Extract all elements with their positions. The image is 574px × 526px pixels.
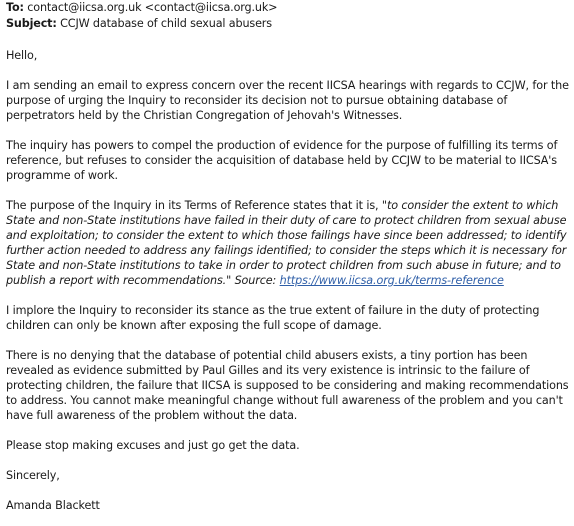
email-body (6, 48, 570, 513)
signature: Amanda Blackett (6, 499, 100, 512)
subject-row (6, 16, 570, 32)
terms-reference-link[interactable]: https://www.iicsa.org.uk/terms-reference (279, 274, 504, 287)
paragraph-4: I implore the Inquiry to reconsider its stance as the true extent of failure in the duty of protecting children can only be known after exposing the full scope of damage. (6, 304, 540, 332)
paragraph-2: The inquiry has powers to compel the production of evidence for the purpose of fulfilling its terms of reference, but refuses to consider the acquisition of database held by CCJW to be material to IICSA's programme of work. (6, 139, 558, 182)
subject-label: Subject: (6, 17, 57, 30)
paragraph-3 (6, 198, 570, 288)
paragraph-1: I am sending an email to express concern over the recent IICSA hearings with regards to CCJW, for the purpose of urging the Inquiry to reconsider its decision not to pursue obtaining database of perpetrators held by the Christian Congregation of Jehovah's Witnesses. (6, 79, 569, 122)
to-row (6, 0, 570, 16)
subject-text: CCJW database of child sexual abusers (60, 17, 272, 30)
to-label: To: (6, 1, 24, 14)
greeting: Hello, (6, 49, 38, 62)
email-message (6, 0, 570, 513)
paragraph-3-intro: The purpose of the Inquiry in its Terms of Reference states that it is, (6, 199, 382, 212)
closing: Sincerely, (6, 469, 60, 482)
paragraph-6: Please stop making excuses and just go get the data. (6, 439, 300, 452)
paragraph-5: There is no denying that the database of potential child abusers exists, a tiny portion has been revealed as evidence submitted by Paul Gilles and its very existence is intrinsic to the failure of protecting children, the failure that IICSA is supposed to be considering and making recommendations to address. You cannot make meaningful change without full awareness of the problem and you can't have full awareness of the problem without the data. (6, 349, 569, 422)
terms-of-reference-quote: "to consider the extent to which State and non-State institutions have failed in their duty of care to protect children from sexual abuse and exploitation; to consider the extent to which those failings have since been addressed; to identify further action needed to address any failings identified; to consider the steps which it is necessary for State and non-State institutions to take in order to protect children from such abuse in future; and to publish a report with recommendations." Source: (6, 199, 567, 287)
to-address: contact@iicsa.org.uk <contact@iicsa.org.uk> (27, 1, 278, 14)
